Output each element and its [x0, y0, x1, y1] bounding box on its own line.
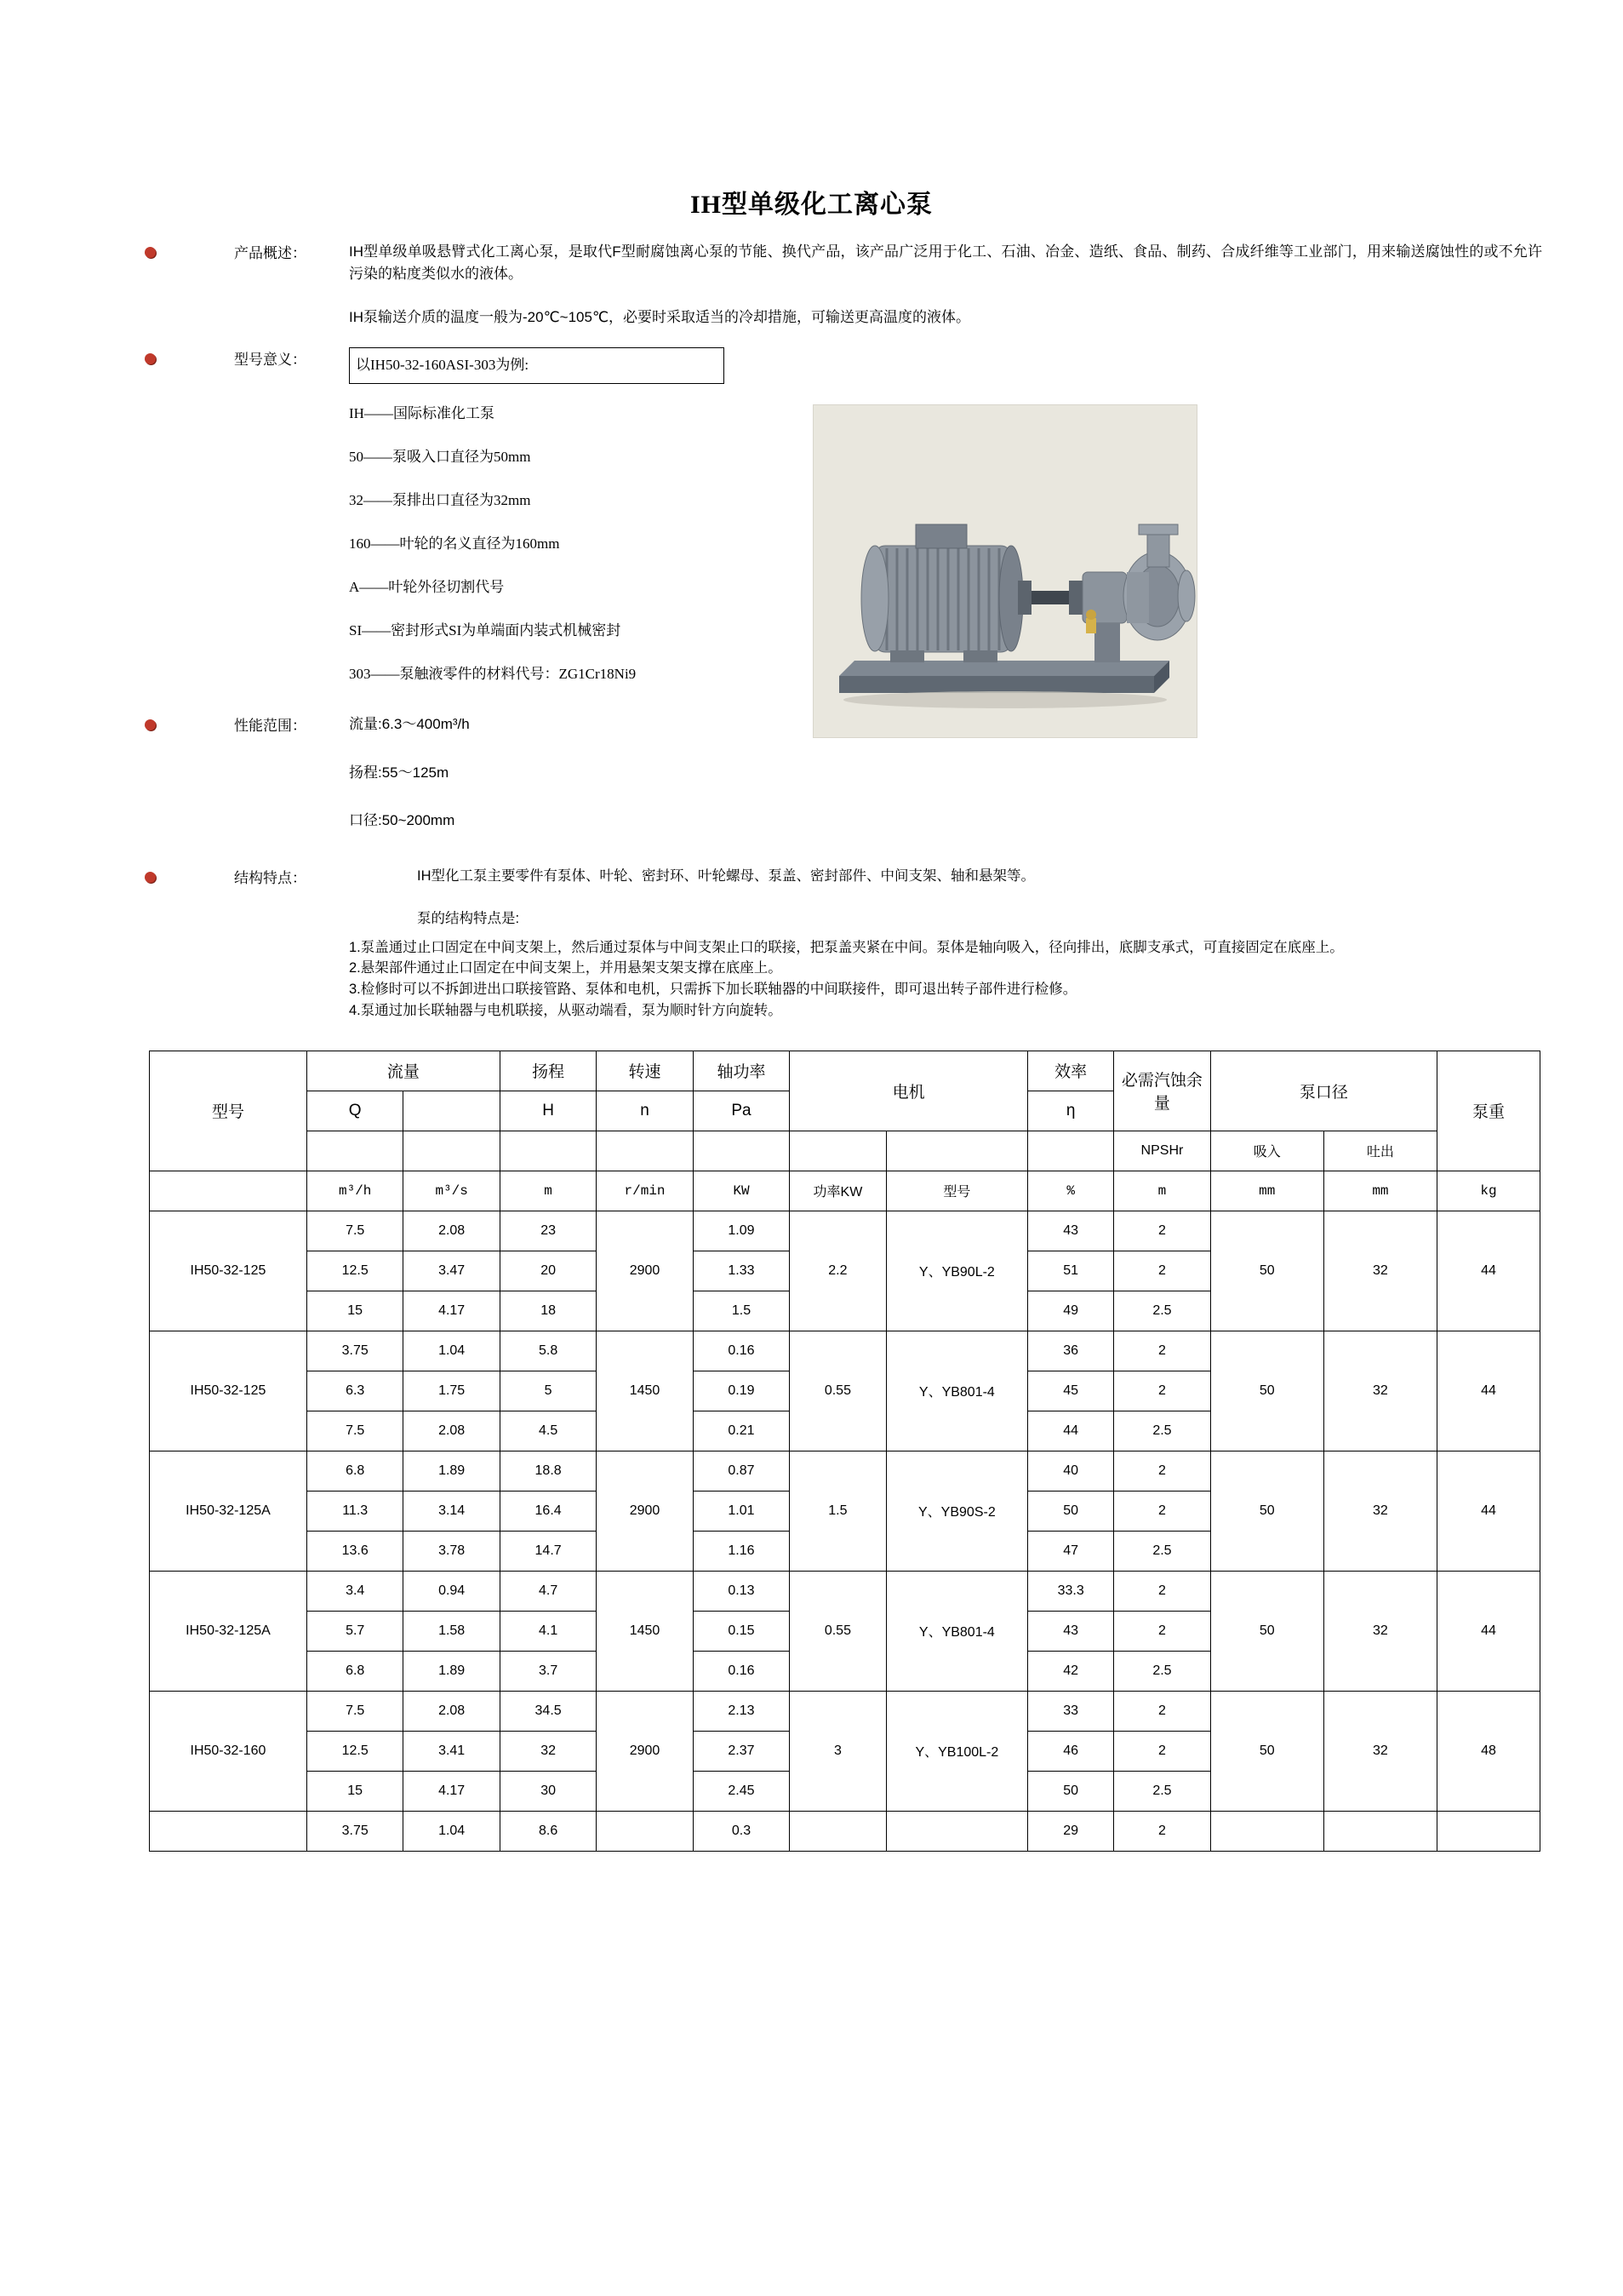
model-meaning-item: 303——泵触液零件的材料代号：ZG1Cr18Ni9	[349, 666, 637, 683]
cell-q-m3s: 1.89	[403, 1651, 500, 1691]
th-head-symbol: H	[500, 1091, 596, 1131]
cell-weight: 44	[1437, 1331, 1540, 1451]
spec-table	[149, 1051, 1540, 1852]
cell-efficiency: 40	[1028, 1451, 1114, 1491]
overview-label: 产品概述：	[234, 245, 306, 261]
cell-npshr: 2	[1114, 1691, 1210, 1731]
th-efficiency-symbol: η	[1028, 1091, 1114, 1131]
cell-weight: 48	[1437, 1691, 1540, 1811]
cell-weight	[1437, 1811, 1540, 1851]
bullet-icon	[145, 872, 156, 883]
cell-motor-model: Y、YB801-4	[886, 1571, 1027, 1691]
th-npsh: 必需汽蚀余量	[1114, 1051, 1210, 1131]
cell-shaft-power: 0.3	[693, 1811, 789, 1851]
cell-q-m3h: 3.75	[306, 1811, 403, 1851]
th-blank-2	[403, 1131, 500, 1171]
cell-shaft-power: 1.16	[693, 1531, 789, 1571]
unit-blank	[150, 1171, 307, 1211]
cell-head: 23	[500, 1211, 596, 1251]
cell-shaft-power: 0.13	[693, 1571, 789, 1611]
cell-model: IH50-32-125A	[150, 1571, 307, 1691]
cell-efficiency: 50	[1028, 1771, 1114, 1811]
cell-model: IH50-32-125A	[150, 1451, 307, 1571]
structure-body	[349, 866, 1542, 1021]
cell-shaft-power: 1.33	[693, 1251, 789, 1291]
structure-points	[349, 937, 1542, 1022]
cell-head: 8.6	[500, 1811, 596, 1851]
cell-inlet: 50	[1210, 1331, 1323, 1451]
model-meaning-item: 160——叶轮的名义直径为160mm	[349, 535, 560, 553]
cell-npshr: 2	[1114, 1211, 1210, 1251]
th-efficiency: 效率	[1028, 1051, 1114, 1091]
cell-efficiency: 46	[1028, 1731, 1114, 1771]
cell-efficiency: 45	[1028, 1371, 1114, 1411]
model-meaning-item: IH——国际标准化工泵	[349, 405, 494, 422]
cell-npshr: 2.5	[1114, 1291, 1210, 1331]
performance-item: 口径:50~200mm	[349, 812, 455, 829]
cell-q-m3s: 4.17	[403, 1771, 500, 1811]
unit-head: m	[500, 1171, 596, 1211]
cell-q-m3h: 7.5	[306, 1691, 403, 1731]
table-header-row-3	[150, 1131, 1540, 1171]
model-meaning-label: 型号意义：	[234, 352, 306, 369]
cell-shaft-power: 0.21	[693, 1411, 789, 1451]
table-row	[150, 1691, 1540, 1731]
cell-npshr: 2	[1114, 1451, 1210, 1491]
cell-head: 30	[500, 1771, 596, 1811]
table-row	[150, 1451, 1540, 1491]
cell-q-m3s: 1.75	[403, 1371, 500, 1411]
cell-q-m3h: 13.6	[306, 1531, 403, 1571]
th-blank-5	[693, 1131, 789, 1171]
th-flow-symbol-2	[403, 1091, 500, 1131]
cell-npshr: 2.5	[1114, 1771, 1210, 1811]
performance-item: 扬程:55～125m	[349, 764, 449, 781]
pump-illustration	[814, 405, 1197, 737]
spec-table-wrapper	[149, 1051, 1542, 1852]
cell-npshr: 2	[1114, 1731, 1210, 1771]
cell-q-m3h: 6.3	[306, 1371, 403, 1411]
table-unit-row	[150, 1171, 1540, 1211]
cell-npshr: 2	[1114, 1251, 1210, 1291]
structure-point: 2.悬架部件通过止口固定在中间支架上，并用悬架支架支撑在底座上。	[349, 960, 782, 976]
cell-model	[150, 1811, 307, 1851]
th-blank-1	[306, 1131, 403, 1171]
cell-q-m3s: 3.47	[403, 1251, 500, 1291]
cell-q-m3h: 15	[306, 1771, 403, 1811]
cell-efficiency: 42	[1028, 1651, 1114, 1691]
model-meaning-item: A——叶轮外径切割代号	[349, 579, 505, 596]
model-example-box: 以IH50-32-160ASI-303为例:	[349, 347, 724, 384]
cell-q-m3s: 1.89	[403, 1451, 500, 1491]
th-blank-7	[886, 1131, 1027, 1171]
table-row	[150, 1331, 1540, 1371]
cell-efficiency: 33	[1028, 1691, 1114, 1731]
performance-body	[349, 713, 1542, 832]
cell-outlet: 32	[1323, 1211, 1437, 1331]
cell-speed: 2900	[597, 1451, 693, 1571]
page-title: IH型单级化工离心泵	[689, 191, 933, 219]
cell-motor-model: Y、YB100L-2	[886, 1691, 1027, 1811]
table-row	[150, 1811, 1540, 1851]
cell-npshr: 2	[1114, 1491, 1210, 1531]
th-flow: 流量	[306, 1051, 500, 1091]
structure-point: 3.检修时可以不拆卸进出口联接管路、泵体和电机，只需拆下加长联轴器的中间联接件，即可退出转子部件进行检修。	[349, 982, 1077, 998]
section-performance	[149, 713, 1542, 832]
cell-outlet: 32	[1323, 1451, 1437, 1571]
cell-weight: 44	[1437, 1451, 1540, 1571]
cell-efficiency: 43	[1028, 1611, 1114, 1651]
cell-outlet	[1323, 1811, 1437, 1851]
model-meaning-item: 32——泵排出口直径为32mm	[349, 492, 531, 509]
cell-efficiency: 33.3	[1028, 1571, 1114, 1611]
cell-q-m3s: 3.14	[403, 1491, 500, 1531]
unit-shaft-power: KW	[693, 1171, 789, 1211]
cell-q-m3s: 0.94	[403, 1571, 500, 1611]
unit-inlet: mm	[1210, 1171, 1323, 1211]
cell-inlet: 50	[1210, 1211, 1323, 1331]
cell-model: IH50-32-160	[150, 1691, 307, 1811]
cell-q-m3s: 3.78	[403, 1531, 500, 1571]
cell-q-m3h: 3.75	[306, 1331, 403, 1371]
cell-head: 3.7	[500, 1651, 596, 1691]
unit-flow-m3h: m³/h	[306, 1171, 403, 1211]
cell-inlet	[1210, 1811, 1323, 1851]
th-blank-6	[790, 1131, 886, 1171]
cell-shaft-power: 1.09	[693, 1211, 789, 1251]
unit-efficiency: %	[1028, 1171, 1114, 1211]
cell-q-m3h: 6.8	[306, 1651, 403, 1691]
model-meaning-item: 50——泵吸入口直径为50mm	[349, 449, 531, 466]
cell-q-m3h: 7.5	[306, 1411, 403, 1451]
th-model: 型号	[150, 1051, 307, 1171]
unit-outlet: mm	[1323, 1171, 1437, 1211]
bullet-icon	[145, 247, 156, 258]
cell-model: IH50-32-125	[150, 1211, 307, 1331]
cell-head: 4.1	[500, 1611, 596, 1651]
th-outlet: 吐出	[1323, 1131, 1437, 1171]
cell-npshr: 2	[1114, 1571, 1210, 1611]
cell-npshr: 2.5	[1114, 1651, 1210, 1691]
cell-shaft-power: 0.87	[693, 1451, 789, 1491]
overview-paragraph-1: IH型单级单吸悬臂式化工离心泵，是取代F型耐腐蚀离心泵的节能、换代产品，该产品广泛用于化工、石油、冶金、造纸、食品、制药、合成纤维等工业部门，用来输送腐蚀性的或不允许污染的粘度类似水的液体。	[349, 243, 1542, 283]
cell-shaft-power: 2.45	[693, 1771, 789, 1811]
cell-outlet: 32	[1323, 1331, 1437, 1451]
th-motor: 电机	[790, 1051, 1028, 1131]
cell-q-m3h: 11.3	[306, 1491, 403, 1531]
cell-weight: 44	[1437, 1571, 1540, 1691]
cell-shaft-power: 1.5	[693, 1291, 789, 1331]
cell-head: 14.7	[500, 1531, 596, 1571]
structure-subtitle: 泵的结构特点是:	[417, 910, 520, 926]
cell-motor-power: 3	[790, 1691, 886, 1811]
table-header-row-1	[150, 1051, 1540, 1091]
cell-head: 34.5	[500, 1691, 596, 1731]
cell-shaft-power: 0.16	[693, 1331, 789, 1371]
cell-head: 5	[500, 1371, 596, 1411]
cell-motor-power: 0.55	[790, 1331, 886, 1451]
cell-shaft-power: 2.37	[693, 1731, 789, 1771]
cell-motor-model: Y、YB90S-2	[886, 1451, 1027, 1571]
cell-q-m3h: 7.5	[306, 1211, 403, 1251]
model-meaning-item: SI——密封形式SI为单端面内装式机械密封	[349, 622, 621, 639]
cell-shaft-power: 1.01	[693, 1491, 789, 1531]
cell-efficiency: 49	[1028, 1291, 1114, 1331]
cell-q-m3s: 2.08	[403, 1211, 500, 1251]
unit-speed: r/min	[597, 1171, 693, 1211]
unit-flow-m3s: m³/s	[403, 1171, 500, 1211]
cell-q-m3h: 12.5	[306, 1251, 403, 1291]
cell-head: 16.4	[500, 1491, 596, 1531]
th-inlet: 吸入	[1210, 1131, 1323, 1171]
th-weight: 泵重	[1437, 1051, 1540, 1171]
cell-head: 32	[500, 1731, 596, 1771]
overview-paragraph-2: IH泵输送介质的温度一般为-20℃~105℃，必要时采取适当的冷却措施，可输送更高温度的液体。	[349, 308, 971, 325]
cell-q-m3s: 4.17	[403, 1291, 500, 1331]
section-overview	[149, 241, 1542, 329]
cell-q-m3h: 6.8	[306, 1451, 403, 1491]
cell-speed: 1450	[597, 1571, 693, 1691]
performance-label: 性能范围：	[234, 718, 306, 735]
structure-label: 结构特点：	[234, 870, 306, 887]
cell-npshr: 2	[1114, 1811, 1210, 1851]
th-pump-port: 泵口径	[1210, 1051, 1437, 1131]
spec-table-body	[150, 1211, 1540, 1851]
cell-motor-model	[886, 1811, 1027, 1851]
structure-point: 4.泵通过加长联轴器与电机联接，从驱动端看，泵为顺时针方向旋转。	[349, 1002, 782, 1018]
cell-q-m3s: 3.41	[403, 1731, 500, 1771]
cell-q-m3s: 1.04	[403, 1331, 500, 1371]
cell-efficiency: 47	[1028, 1531, 1114, 1571]
cell-inlet: 50	[1210, 1691, 1323, 1811]
structure-intro: IH型化工泵主要零件有泵体、叶轮、密封环、叶轮螺母、泵盖、密封部件、中间支架、轴和悬架等。	[417, 868, 1035, 885]
th-speed: 转速	[597, 1051, 693, 1091]
cell-q-m3h: 12.5	[306, 1731, 403, 1771]
th-speed-symbol: n	[597, 1091, 693, 1131]
cell-efficiency: 50	[1028, 1491, 1114, 1531]
unit-motor-model: 型号	[886, 1171, 1027, 1211]
cell-head: 20	[500, 1251, 596, 1291]
cell-head: 18	[500, 1291, 596, 1331]
cell-efficiency: 43	[1028, 1211, 1114, 1251]
cell-head: 4.7	[500, 1571, 596, 1611]
section-structure	[149, 866, 1542, 1021]
table-row	[150, 1571, 1540, 1611]
cell-q-m3s: 1.58	[403, 1611, 500, 1651]
cell-shaft-power: 2.13	[693, 1691, 789, 1731]
unit-motor-power: 功率KW	[790, 1171, 886, 1211]
cell-efficiency: 36	[1028, 1331, 1114, 1371]
cell-motor-power	[790, 1811, 886, 1851]
th-shaft-power-symbol: Pa	[693, 1091, 789, 1131]
cell-speed	[597, 1811, 693, 1851]
structure-point: 1.泵盖通过止口固定在中间支架上，然后通过泵体与中间支架止口的联接，把泵盖夹紧在中间。泵体是轴向吸入，径向排出，底脚支承式，可直接固定在底座上。	[349, 939, 1344, 955]
cell-inlet: 50	[1210, 1451, 1323, 1571]
cell-efficiency: 29	[1028, 1811, 1114, 1851]
th-npshr-symbol: NPSHr	[1114, 1131, 1210, 1171]
cell-motor-model: Y、YB90L-2	[886, 1211, 1027, 1331]
cell-speed: 1450	[597, 1331, 693, 1451]
cell-shaft-power: 0.19	[693, 1371, 789, 1411]
cell-motor-power: 1.5	[790, 1451, 886, 1571]
th-flow-symbol: Q	[306, 1091, 403, 1131]
th-blank-8	[1028, 1131, 1114, 1171]
cell-q-m3s: 2.08	[403, 1411, 500, 1451]
cell-inlet: 50	[1210, 1571, 1323, 1691]
th-head: 扬程	[500, 1051, 596, 1091]
cell-speed: 2900	[597, 1691, 693, 1811]
cell-weight: 44	[1437, 1211, 1540, 1331]
cell-efficiency: 51	[1028, 1251, 1114, 1291]
overview-body	[349, 241, 1542, 329]
cell-motor-power: 2.2	[790, 1211, 886, 1331]
table-row	[150, 1211, 1540, 1251]
cell-shaft-power: 0.16	[693, 1651, 789, 1691]
cell-motor-power: 0.55	[790, 1571, 886, 1691]
cell-outlet: 32	[1323, 1691, 1437, 1811]
cell-speed: 2900	[597, 1211, 693, 1331]
bullet-icon	[145, 353, 156, 364]
bullet-icon	[145, 719, 156, 730]
th-shaft-power: 轴功率	[693, 1051, 789, 1091]
product-photo	[813, 404, 1197, 738]
cell-npshr: 2.5	[1114, 1531, 1210, 1571]
cell-q-m3s: 2.08	[403, 1691, 500, 1731]
cell-model: IH50-32-125	[150, 1331, 307, 1451]
cell-q-m3h: 3.4	[306, 1571, 403, 1611]
cell-outlet: 32	[1323, 1571, 1437, 1691]
cell-head: 18.8	[500, 1451, 596, 1491]
cell-npshr: 2.5	[1114, 1411, 1210, 1451]
performance-item: 流量:6.3～400m³/h	[349, 716, 470, 733]
th-blank-3	[500, 1131, 596, 1171]
cell-shaft-power: 0.15	[693, 1611, 789, 1651]
cell-npshr: 2	[1114, 1331, 1210, 1371]
cell-q-m3h: 5.7	[306, 1611, 403, 1651]
cell-npshr: 2	[1114, 1611, 1210, 1651]
cell-efficiency: 44	[1028, 1411, 1114, 1451]
cell-head: 4.5	[500, 1411, 596, 1451]
cell-q-m3s: 1.04	[403, 1811, 500, 1851]
cell-motor-model: Y、YB801-4	[886, 1331, 1027, 1451]
unit-npshr: m	[1114, 1171, 1210, 1211]
th-blank-4	[597, 1131, 693, 1171]
unit-weight: kg	[1437, 1171, 1540, 1211]
cell-q-m3h: 15	[306, 1291, 403, 1331]
cell-npshr: 2	[1114, 1371, 1210, 1411]
cell-head: 5.8	[500, 1331, 596, 1371]
